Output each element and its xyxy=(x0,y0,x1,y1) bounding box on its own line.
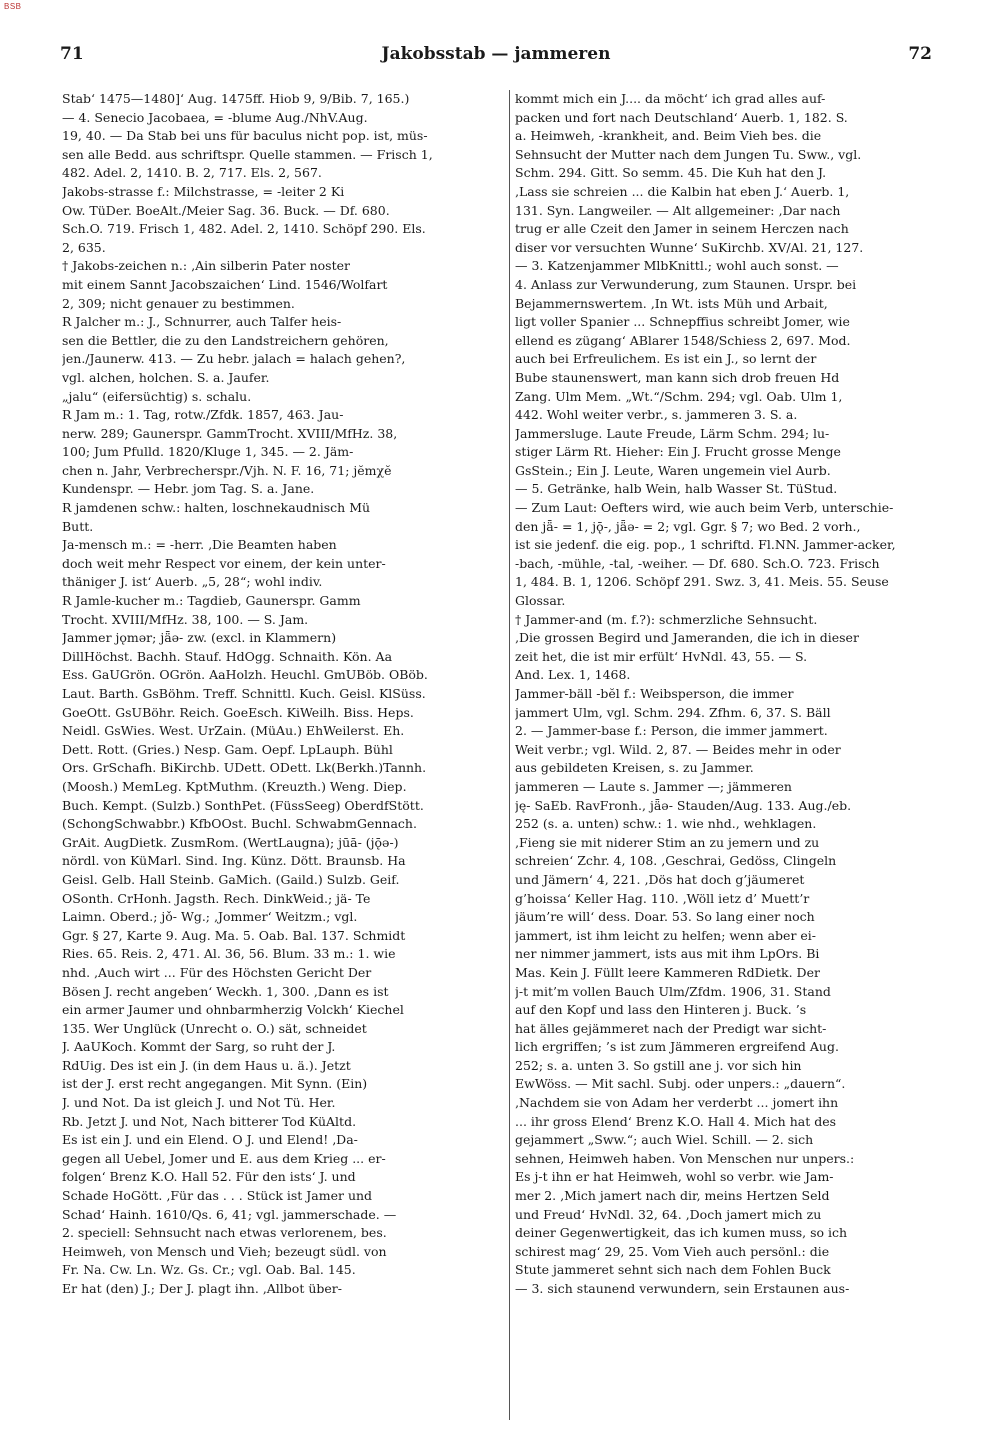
text-line: — 5. Getränke, halb Wein, halb Wasser St. TüStud. xyxy=(515,481,838,497)
text-line: und Freud‘ HvNdl. 32, 64. ‚Doch jamert mich zu xyxy=(515,1206,822,1222)
text-line: g’hoissa‘ Keller Hag. 110. ‚Wöll ietz d’ Muett’r xyxy=(515,890,810,906)
text-line: Stute jammeret sehnt sich nach dem Fohlen Buck xyxy=(515,1262,831,1278)
text-line: 2, 309; nicht genauer zu bestimmen. xyxy=(62,295,295,311)
text-line: RdUig. Des ist ein J. (in dem Haus u. ä.). Jetzt xyxy=(62,1057,351,1073)
text-line: And. Lex. 1, 1468. xyxy=(515,667,631,683)
text-line: (Moosh.) MemLeg. KptMuthm. (Kreuzth.) Weng. Diep. xyxy=(62,778,407,794)
text-line: 2. speciell: Sehnsucht nach etwas verlorenem, bes. xyxy=(62,1225,387,1241)
text-line: Stab‘ 1475—1480]‘ Aug. 1475ff. Hiob 9, 9/Bib. 7, 165.) xyxy=(62,91,410,106)
text-line: aus gebildeten Kreisen, s. zu Jammer. xyxy=(515,760,754,776)
text-line: zeit het, die ist mir erfült‘ HvNdl. 43, 55. — S. xyxy=(515,648,808,664)
text-line: Ess. GaUGrön. OGrön. AaHolzh. Heuchl. GmUBöb. OBöb. xyxy=(62,667,428,683)
text-line: Ja-mensch m.: = -herr. ‚Die Beamten haben xyxy=(62,537,337,553)
text-line: Ors. GrSchafh. BiKirchb. UDett. ODett. Lk(Berkh.)Tannh. xyxy=(62,760,427,776)
text-line: und Jämern‘ 4, 221. ‚Dös hat doch g’jäumeret xyxy=(515,871,805,887)
text-line: jäum’re will‘ dess. Doar. 53. So lang einer noch xyxy=(515,909,815,925)
text-line: OSonth. CrHonh. Jagsth. Rech. DinkWeid.; jä- Te xyxy=(62,890,371,906)
text-line: Laimn. Oberd.; jǒ- Wg.; ‚Jommer‘ Weitzm.; vgl. xyxy=(62,909,358,925)
text-line: — Zum Laut: Oefters wird, wie auch beim Verb, unterschie- xyxy=(515,500,894,516)
text-line: Schad‘ Hainh. 1610/Qs. 6, 41; vgl. jammerschade. — xyxy=(62,1206,397,1222)
text-line: Jakobs-strasse f.: Milchstrasse, = -leiter 2 Ki xyxy=(62,183,345,199)
text-line: 4. Anlass zur Verwunderung, zum Staunen. Urspr. bei xyxy=(515,276,857,292)
text-line: sen die Bettler, die zu den Landstreichern gehören, xyxy=(62,332,389,348)
text-line: ... ihr gross Elend‘ Brenz K.O. Hall 4. Mich hat des xyxy=(515,1113,837,1129)
text-line: nördl. von KüMarl. Sind. Ing. Künz. Dött. Braunsb. Ha xyxy=(62,853,406,869)
text-line: Buch. Kempt. (Sulzb.) SonthPet. (FüssSeeg) OberdfStött. xyxy=(62,797,424,813)
text-line: GoeOtt. GsUBöhr. Reich. GoeEsch. KiWeilh. Biss. Heps. xyxy=(62,704,414,720)
text-line: gegen all Uebel, Jomer und E. aus dem Krieg ... er- xyxy=(62,1150,386,1166)
text-line: Schm. 294. Gitt. So semm. 45. Die Kuh hat den J. xyxy=(515,165,827,181)
left-column xyxy=(62,90,500,1420)
page-number-left: 71 xyxy=(60,44,84,64)
text-line: -bach, -mühle, -tal, -weiher. — Df. 680. Sch.O. 723. Frisch xyxy=(515,555,880,571)
text-line: 252 (s. a. unten) schw.: 1. wie nhd., wehklagen. xyxy=(515,816,817,832)
text-line: Sch.O. 719. Frisch 1, 482. Adel. 2, 1410. Schöpf 290. Els. xyxy=(62,221,426,237)
text-line: Neidl. GsWies. West. UrZain. (MüAu.) EhWeilerst. Eh. xyxy=(62,723,405,739)
text-line: den jǟ- = 1, jǭ-, jǟə- = 2; vgl. Ggr. § 7; wo Bed. 2 vorh., xyxy=(515,518,861,534)
text-line: 442. Wohl weiter verbr., s. jammeren 3. S. a. xyxy=(515,407,798,423)
text-line: jammert, ist ihm leicht zu helfen; wenn aber ei- xyxy=(515,927,817,943)
text-line: R jamdenen schw.: halten, loschnekaudnisch Mü xyxy=(62,500,371,516)
text-line: † Jakobs-zeichen n.: ‚Ain silberin Pater noster xyxy=(62,258,350,274)
text-line: Jammer-bäll -bĕl f.: Weibsperson, die immer xyxy=(515,686,794,701)
text-line: ‚Fieng sie mit niderer Stim an zu jemern und zu xyxy=(515,834,820,850)
text-line: 252; s. a. unten 3. So gstill ane j. vor sich hin xyxy=(515,1057,802,1073)
text-line: † Jammer-and (m. f.?): schmerzliche Sehnsucht. xyxy=(515,611,818,627)
text-line: J. und Not. Da ist gleich J. und Not Tü. Her. xyxy=(62,1095,336,1111)
text-line: auf den Kopf und lass den Hinteren j. Buck. ’s xyxy=(515,1002,807,1018)
text-line: Geisl. Gelb. Hall Steinb. GaMich. (Gaild.) Sulzb. Geif. xyxy=(62,871,400,887)
column-divider xyxy=(509,90,510,1420)
text-line: 1, 484. B. 1, 1206. Schöpf 291. Swz. 3, 41. Meis. 55. Seuse xyxy=(515,574,889,590)
text-line: — 3. sich staunend verwundern, sein Erstaunen aus- xyxy=(515,1281,850,1296)
text-line: ein armer Jaumer und ohnbarmherzig Volckh‘ Kiechel xyxy=(62,1002,404,1018)
text-line: 19, 40. — Da Stab bei uns für baculus nicht pop. ist, müs- xyxy=(62,128,428,144)
text-line: Ow. TüDer. BoeAlt./Meier Sag. 36. Buck. — Df. 680. xyxy=(62,202,390,218)
text-line: ner nimmer jammert, ists aus mit ihm LpOrs. Bi xyxy=(515,946,820,962)
text-line: chen n. Jahr, Verbrecherspr./Vjh. N. F. 16, 71; jĕmχĕ xyxy=(62,462,392,478)
text-line: Butt. xyxy=(62,518,94,534)
text-line: mer 2. ‚Mich jamert nach dir, meins Hertzen Seld xyxy=(515,1188,830,1204)
text-line: ist sie jedenf. die eig. pop., 1 schriftd. Fl.NN. Jammer-acker, xyxy=(515,537,896,553)
text-line: folgen‘ Brenz K.O. Hall 52. Für den ists‘ J. und xyxy=(62,1169,356,1185)
text-line: „jalu“ (eifersüchtig) s. schalu. xyxy=(62,388,252,404)
text-line: Rb. Jetzt J. und Not, Nach bitterer Tod KüAltd. xyxy=(62,1113,357,1129)
text-line: Kundenspr. — Hebr. jom Tag. S. a. Jane. xyxy=(62,481,315,497)
text-line: Mas. Kein J. Füllt leere Kammeren RdDietk. Der xyxy=(515,964,820,980)
text-line: Bube staunenswert, man kann sich drob freuen Hd xyxy=(515,369,840,385)
text-line: 131. Syn. Langweiler. — Alt allgemeiner: ‚Dar nach xyxy=(515,202,841,218)
text-line: Fr. Na. Cw. Ln. Wz. Gs. Cr.; vgl. Oab. Bal. 145. xyxy=(62,1262,356,1278)
text-line: auch bei Erfreulichem. Es ist ein J., so lernt der xyxy=(515,351,817,367)
text-line: — 4. Senecio Jacobaea, = -blume Aug./NhV.Aug. xyxy=(62,109,368,125)
text-line: Bösen J. recht angeben‘ Weckh. 1, 300. ‚Dann es ist xyxy=(62,983,389,999)
text-line: kommt mich ein J.... da möcht‘ ich grad alles auf- xyxy=(515,91,826,106)
text-line: doch weit mehr Respect vor einem, der kein unter- xyxy=(62,555,386,571)
page-header xyxy=(60,44,932,68)
text-line: a. Heimweh, -krankheit, and. Beim Vieh bes. die xyxy=(515,128,822,144)
text-line: ‚Nachdem sie von Adam her verderbt ... jomert ihn xyxy=(515,1095,839,1111)
text-line: vgl. alchen, holchen. S. a. Jaufer. xyxy=(62,369,270,385)
text-line: ist der J. erst recht angegangen. Mit Synn. (Ein) xyxy=(62,1076,368,1092)
text-line: thäniger J. ist‘ Auerb. „5, 28“; wohl indiv. xyxy=(62,574,323,590)
text-line: gejammert „Sww.“; auch Wiel. Schill. — 2. sich xyxy=(515,1132,814,1148)
text-line: jammeren — Laute s. Jammer —; jämmeren xyxy=(515,778,792,794)
text-line: hat älles gejämmeret nach der Predigt war sicht- xyxy=(515,1020,827,1036)
text-line: nerw. 289; Gaunerspr. GammTrocht. XVIII/MfHz. 38, xyxy=(62,425,398,441)
text-line: Ries. 65. Reis. 2, 471. Al. 36, 56. Blum. 33 m.: 1. wie xyxy=(62,946,396,962)
text-line: EwWöss. — Mit sachl. Subj. oder unpers.: „dauern“. xyxy=(515,1076,846,1092)
text-line: Glossar. xyxy=(515,593,566,609)
text-line: GrAit. AugDietk. ZusmRom. (WertLaugna); jūā- (jǭə-) xyxy=(62,834,399,850)
library-stamp: BSB xyxy=(4,2,22,11)
text-line: sen alle Bedd. aus schriftspr. Quelle stammen. — Frisch 1, xyxy=(62,146,433,162)
page-number-right: 72 xyxy=(908,44,932,64)
text-line: ellend es zügang‘ ABlarer 1548/Schiess 2, 697. Mod. xyxy=(515,332,851,348)
text-line: — 3. Katzenjammer MlbKnittl.; wohl auch sonst. — xyxy=(515,258,839,274)
text-line: Er hat (den) J.; Der J. plagt ihn. ‚Allbot über- xyxy=(62,1281,342,1296)
text-line: Weit verbr.; vgl. Wild. 2, 87. — Beides mehr in oder xyxy=(515,741,841,757)
text-line: 2, 635. xyxy=(62,239,106,255)
text-line: Es j-t ihn er hat Heimweh, wohl so verbr. wie Jam- xyxy=(515,1169,834,1185)
running-title: Jakobsstab — jammeren xyxy=(381,44,611,64)
text-line: Sehnsucht der Mutter nach dem Jungen Tu. Sww., vgl. xyxy=(515,146,862,162)
text-line: GsStein.; Ein J. Leute, Waren ungemein viel Aurb. xyxy=(515,462,831,478)
text-line: 2. — Jammer-base f.: Person, die immer jammert. xyxy=(515,723,828,739)
text-line: Laut. Barth. GsBöhm. Treff. Schnittl. Kuch. Geisl. KlSüss. xyxy=(62,686,426,701)
text-line: 100; Jum Pfulld. 1820/Kluge 1, 345. — 2. Jäm- xyxy=(62,444,354,460)
text-line: 482. Adel. 2, 1410. B. 2, 717. Els. 2, 567. xyxy=(62,165,322,181)
text-line: packen und fort nach Deutschland‘ Auerb. 1, 182. S. xyxy=(515,109,848,125)
text-line: Trocht. XVIII/MfHz. 38, 100. — S. Jam. xyxy=(62,611,309,627)
text-line: mit einem Sannt Jacobszaichen‘ Lind. 1546/Wolfart xyxy=(62,276,388,292)
text-line: Jammersluge. Laute Freude, Lärm Schm. 294; lu- xyxy=(515,425,830,441)
text-line: Dett. Rott. (Gries.) Nesp. Gam. Oepf. LpLauph. Bühl xyxy=(62,741,393,757)
text-line: Jammer jǫmər; jǟə- zw. (excl. in Klammern) xyxy=(62,630,337,646)
text-line: R Jamle-kucher m.: Tagdieb, Gaunerspr. Gamm xyxy=(62,593,361,609)
right-column xyxy=(515,90,953,1420)
text-line: ‚Lass sie schreien ... die Kalbin hat eben J.‘ Auerb. 1, xyxy=(515,183,850,199)
text-line: nhd. ‚Auch wirt ... Für des Höchsten Gericht Der xyxy=(62,964,372,980)
text-line: 135. Wer Unglück (Unrecht o. O.) sät, schneidet xyxy=(62,1020,367,1036)
text-line: jammert Ulm, vgl. Schm. 294. Zfhm. 6, 37. S. Bäll xyxy=(515,704,831,720)
text-line: Es ist ein J. und ein Elend. O J. und Elend! ‚Da- xyxy=(62,1132,358,1148)
text-line: lich ergriffen; ’s ist zum Jämmeren ergreifend Aug. xyxy=(515,1039,839,1055)
text-line: Ggr. § 27, Karte 9. Aug. Ma. 5. Oab. Bal. 137. Schmidt xyxy=(62,927,406,943)
text-line: schirest mag‘ 29, 25. Vom Vieh auch persönl.: die xyxy=(515,1243,830,1259)
text-line: J. AaUKoch. Kommt der Sarg, so ruht der J. xyxy=(62,1039,336,1055)
text-line: trug er alle Czeit den Jamer in seinem Herczen nach xyxy=(515,221,849,237)
text-line: ję- SaEb. RavFronh., jǟə- Stauden/Aug. 133. Aug./eb. xyxy=(515,797,852,813)
text-line: sehnen, Heimweh haben. Von Menschen nur unpers.: xyxy=(515,1150,855,1166)
text-line: schreien‘ Zchr. 4, 108. ‚Geschrai, Gedöss, Clingeln xyxy=(515,853,837,869)
text-line: Heimweh, von Mensch und Vieh; bezeugt südl. von xyxy=(62,1243,387,1259)
text-line: R Jalcher m.: J., Schnurrer, auch Talfer heis- xyxy=(62,314,342,330)
text-line: jen./Jaunerw. 413. — Zu hebr. jalach = halach gehen?, xyxy=(62,351,406,367)
text-line: Bejammernswertem. ‚In Wt. ists Müh und Arbait, xyxy=(515,295,828,311)
text-line: deiner Gegenwertigkeit, das ich kumen muss, so ich xyxy=(515,1225,848,1241)
text-line: R Jam m.: 1. Tag, rotw./Zfdk. 1857, 463. Jau- xyxy=(62,407,344,423)
text-line: ‚Die grossen Begird und Jameranden, die ich in dieser xyxy=(515,630,859,646)
text-line: ligt voller Spanier ... Schnepffius schreibt Jomer, wie xyxy=(515,314,850,330)
text-line: DillHöchst. Bachh. Stauf. HdOgg. Schnaith. Kön. Aa xyxy=(62,648,393,664)
text-line: (SchongSchwabbr.) KfbOOst. Buchl. SchwabmGennach. xyxy=(62,816,417,832)
text-line: j-t mit’m vollen Bauch Ulm/Zfdm. 1906, 31. Stand xyxy=(515,983,831,999)
text-line: diser vor versuchten Wunne‘ SuKirchb. XV/Al. 21, 127. xyxy=(515,239,864,255)
text-line: Zang. Ulm Mem. „Wt.“/Schm. 294; vgl. Oab. Ulm 1, xyxy=(515,388,843,404)
text-line: stiger Lärm Rt. Hieher: Ein J. Frucht grosse Menge xyxy=(515,444,841,460)
text-line: Schade HoGött. ‚Für das . . . Stück ist Jamer und xyxy=(62,1188,373,1204)
